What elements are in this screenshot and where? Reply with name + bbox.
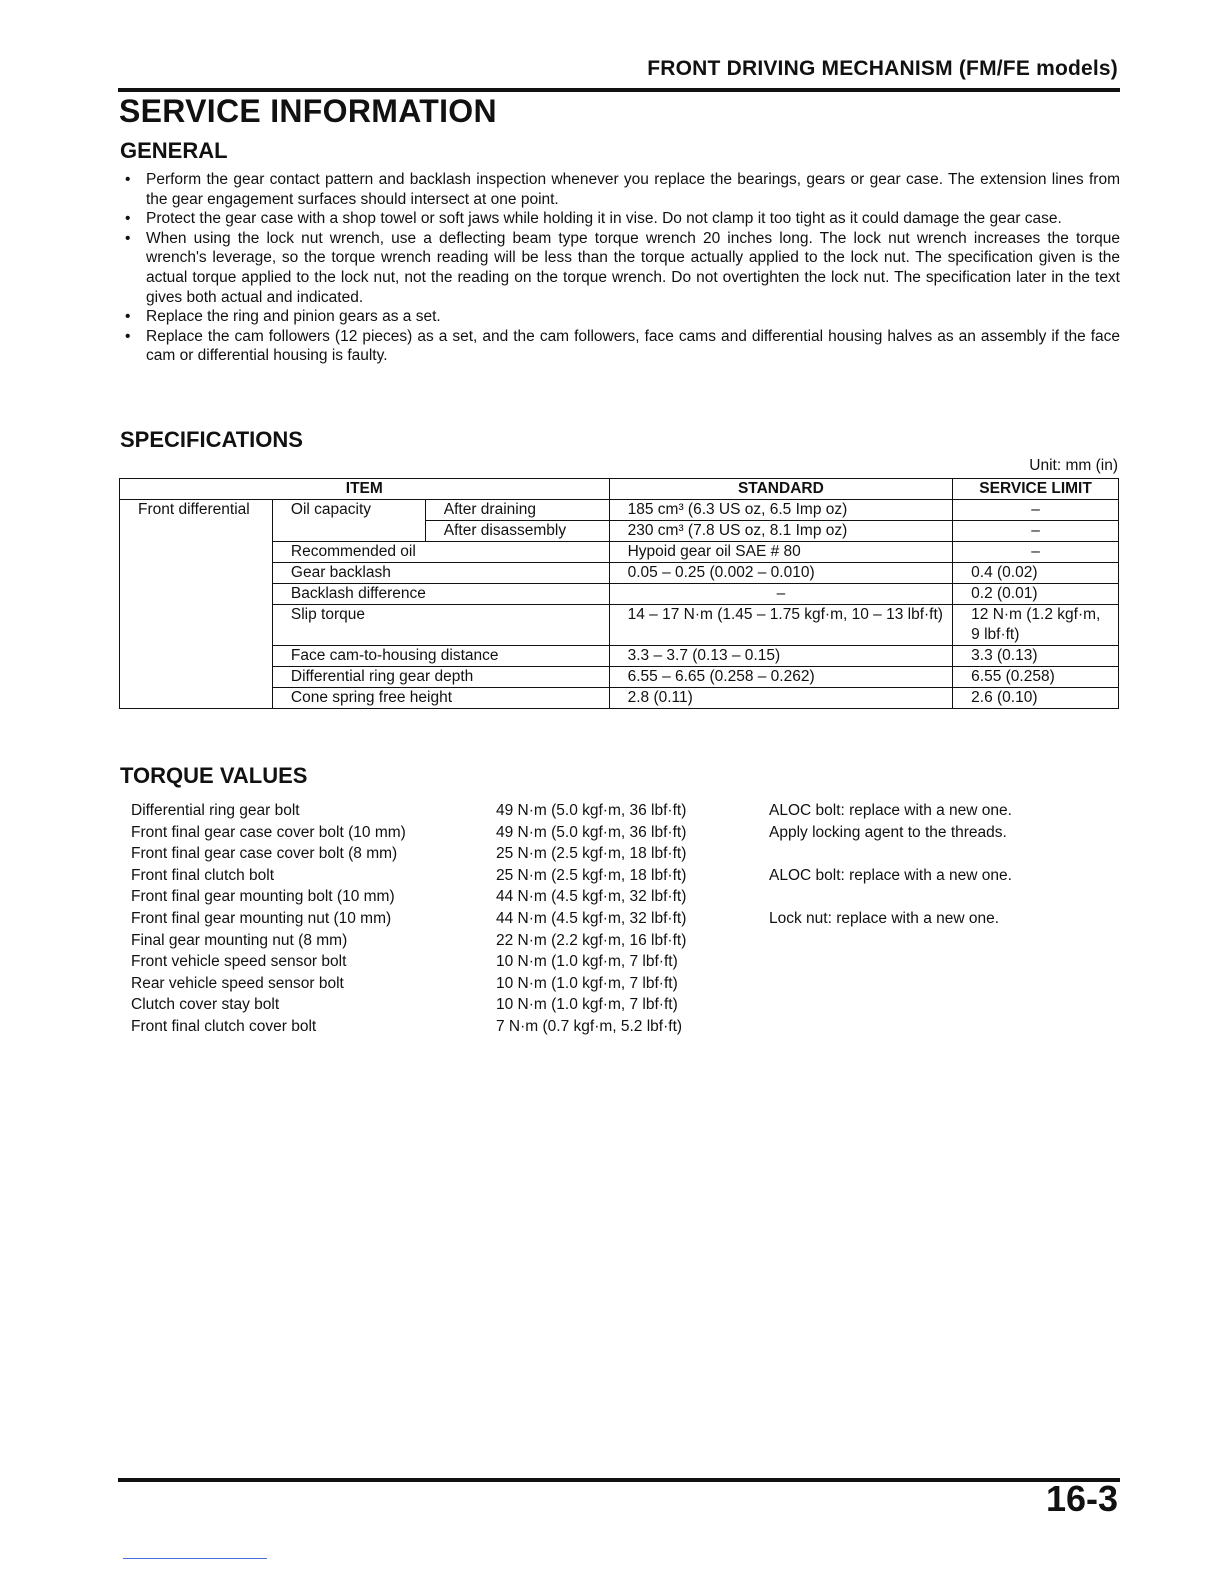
- spec-item: Differential ring gear depth: [272, 667, 609, 688]
- bullet-text: When using the lock nut wrench, use a deflecting beam type torque wrench 20 inches long. The lock nut wrench increases the torque wrench's leverage, so the torque wrench reading will be less than the torque actually applied to the lock nut. The specification given is the actual torque applied to the lock nut, not the reading on the torque wrench. Do not overtighten the lock nut. The specification later in the text gives both actual and indicated.: [146, 229, 1120, 306]
- spec-item: Recommended oil: [272, 542, 609, 563]
- spec-standard: –: [609, 584, 953, 605]
- spec-item: Slip torque: [272, 605, 609, 646]
- torque-item: Differential ring gear bolt: [131, 802, 300, 819]
- header-rule: [118, 88, 1120, 92]
- list-item: [125, 327, 1120, 366]
- footer-rule: [118, 1478, 1120, 1482]
- torque-item: Front final clutch cover bolt: [131, 1017, 317, 1035]
- general-heading: GENERAL: [120, 138, 228, 163]
- spec-limit: 0.4 (0.02): [953, 563, 1119, 584]
- hyperlink-underline[interactable]: [123, 1558, 267, 1559]
- after-disassembly-standard: 230 cm³ (7.8 US oz, 8.1 Imp oz): [609, 521, 953, 542]
- spec-standard: 6.55 – 6.65 (0.258 – 0.262): [609, 667, 953, 688]
- bullet-text: Perform the gear contact pattern and backlash inspection whenever you replace the bearings, gears or gear case. The extension lines from the gear engagement surfaces should intersect at one point.: [146, 171, 1120, 208]
- torque-item: Front final clutch bolt: [131, 866, 275, 884]
- after-draining-limit: –: [953, 500, 1119, 521]
- torque-value: 25 N·m (2.5 kgf·m, 18 lbf·ft): [496, 845, 687, 863]
- after-draining-standard: 185 cm³ (6.3 US oz, 6.5 Imp oz): [609, 500, 953, 521]
- torque-value: 22 N·m (2.2 kgf·m, 16 lbf·ft): [496, 931, 687, 949]
- bullet-icon: •: [125, 229, 131, 247]
- page-number: 16-3: [1045, 1478, 1118, 1519]
- group-label-front-differential: Front differential: [120, 500, 273, 709]
- torque-item: Front final gear mounting nut (10 mm): [131, 909, 392, 927]
- spec-item: Backlash difference: [272, 584, 609, 605]
- torque-value: 10 N·m (1.0 kgf·m, 7 lbf·ft): [496, 996, 678, 1014]
- page-title: SERVICE INFORMATION: [119, 93, 497, 129]
- spec-limit: 3.3 (0.13): [953, 646, 1119, 667]
- torque-item: Clutch cover stay bolt: [131, 996, 280, 1014]
- specifications-heading: SPECIFICATIONS: [120, 427, 303, 452]
- spec-limit: 6.55 (0.258): [953, 667, 1119, 688]
- spec-limit: 2.6 (0.10): [953, 688, 1119, 709]
- bullet-text: Replace the cam followers (12 pieces) as a set, and the cam followers, face cams and differential housing halves as an assembly if the face cam or differential housing is faulty.: [146, 327, 1120, 365]
- oil-capacity-label: Oil capacity: [272, 500, 425, 542]
- spec-item: Face cam-to-housing distance: [272, 646, 609, 667]
- table-header-row: [120, 479, 1119, 500]
- torque-note: ALOC bolt: replace with a new one.: [769, 866, 1012, 884]
- torque-value: 49 N·m (5.0 kgf·m, 36 lbf·ft): [496, 802, 687, 819]
- torque-note: ALOC bolt: replace with a new one.: [769, 802, 1012, 819]
- column-header-item: ITEM: [120, 479, 610, 500]
- spec-standard: 0.05 – 0.25 (0.002 – 0.010): [609, 563, 953, 584]
- list-item: [125, 209, 1120, 229]
- torque-value: 49 N·m (5.0 kgf·m, 36 lbf·ft): [496, 823, 687, 841]
- torque-item: Front vehicle speed sensor bolt: [131, 953, 347, 971]
- spec-standard: 14 – 17 N·m (1.45 – 1.75 kgf·m, 10 – 13 lbf·ft): [609, 605, 953, 646]
- spec-limit: –: [953, 542, 1119, 563]
- after-disassembly-label: After disassembly: [425, 521, 609, 542]
- bullet-icon: •: [125, 210, 131, 228]
- spec-standard: 3.3 – 3.7 (0.13 – 0.15): [609, 646, 953, 667]
- list-item: [125, 307, 1120, 327]
- spec-item: Gear backlash: [272, 563, 609, 584]
- torque-item: Front final gear case cover bolt (10 mm): [131, 823, 406, 841]
- torque-value: 25 N·m (2.5 kgf·m, 18 lbf·ft): [496, 866, 687, 884]
- torque-item: Front final gear mounting bolt (10 mm): [131, 888, 395, 906]
- torque-item: Rear vehicle speed sensor bolt: [131, 974, 344, 992]
- torque-value: 44 N·m (4.5 kgf·m, 32 lbf·ft): [496, 909, 687, 927]
- spec-standard: 2.8 (0.11): [609, 688, 953, 709]
- spec-standard: Hypoid gear oil SAE # 80: [609, 542, 953, 563]
- bullet-text: Protect the gear case with a shop towel or soft jaws while holding it in vise. Do not clamp it too tight as it could damage the gear case.: [146, 210, 1062, 228]
- table-row: [120, 500, 1119, 521]
- torque-value: 7 N·m (0.7 kgf·m, 5.2 lbf·ft): [496, 1017, 683, 1035]
- list-item: [125, 229, 1120, 307]
- column-header-service-limit: SERVICE LIMIT: [953, 479, 1119, 500]
- torque-value: 10 N·m (1.0 kgf·m, 7 lbf·ft): [496, 974, 678, 992]
- spec-limit: 12 N·m (1.2 kgf·m, 9 lbf·ft): [953, 605, 1119, 646]
- after-disassembly-limit: –: [953, 521, 1119, 542]
- torque-value: 10 N·m (1.0 kgf·m, 7 lbf·ft): [496, 953, 678, 971]
- bullet-icon: •: [125, 308, 131, 326]
- unit-label: Unit: mm (in): [1029, 457, 1118, 474]
- bullet-text: Replace the ring and pinion gears as a set.: [146, 308, 441, 326]
- spec-limit: 0.2 (0.01): [953, 584, 1119, 605]
- torque-value: 44 N·m (4.5 kgf·m, 32 lbf·ft): [496, 888, 687, 906]
- general-bullet-list: [125, 170, 1120, 366]
- torque-note: Lock nut: replace with a new one.: [769, 909, 1000, 927]
- torque-item: Front final gear case cover bolt (8 mm): [131, 845, 398, 863]
- running-header: FRONT DRIVING MECHANISM (FM/FE models): [647, 57, 1118, 80]
- list-item: [125, 170, 1120, 209]
- bullet-icon: •: [125, 171, 131, 188]
- spec-item: Cone spring free height: [272, 688, 609, 709]
- column-header-standard: STANDARD: [609, 479, 953, 500]
- torque-values-heading: TORQUE VALUES: [120, 763, 308, 788]
- after-draining-label: After draining: [425, 500, 609, 521]
- specifications-table: [119, 478, 1119, 709]
- bullet-icon: •: [125, 327, 131, 345]
- torque-note: Apply locking agent to the threads.: [769, 823, 1007, 841]
- torque-item: Final gear mounting nut (8 mm): [131, 931, 348, 949]
